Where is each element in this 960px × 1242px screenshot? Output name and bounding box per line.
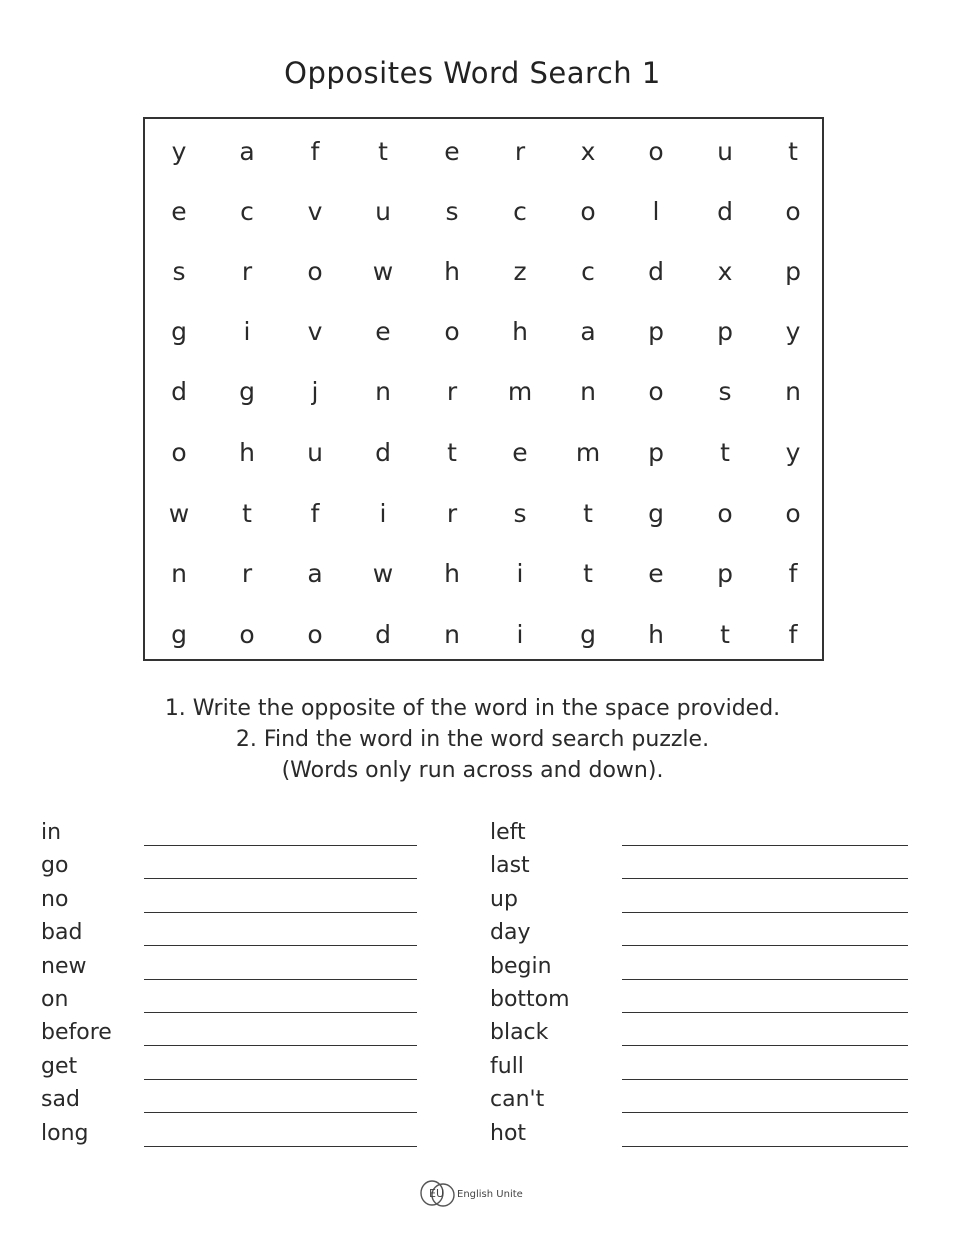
grid-letter: u — [307, 438, 323, 467]
grid-letter: a — [580, 317, 596, 346]
grid-letter: o — [580, 197, 596, 226]
grid-letter: i — [243, 317, 251, 346]
grid-letter: p — [648, 438, 664, 467]
answer-line[interactable] — [622, 1079, 908, 1080]
answer-line[interactable] — [144, 912, 417, 913]
answer-line[interactable] — [144, 979, 417, 980]
word-search-grid — [143, 117, 824, 661]
grid-letter: n — [171, 559, 187, 588]
clue-word: black — [490, 1020, 549, 1046]
grid-letter: i — [379, 499, 387, 528]
grid-letter: x — [580, 137, 596, 166]
clue-word: before — [41, 1020, 112, 1046]
clue-word: get — [41, 1053, 78, 1079]
clue-word: hot — [490, 1120, 527, 1146]
grid-row — [145, 192, 822, 232]
clue-word: in — [41, 820, 62, 845]
grid-letter: c — [513, 197, 527, 226]
grid-letter: e — [512, 438, 528, 467]
grid-letter: o — [307, 620, 323, 649]
grid-letter: n — [785, 377, 801, 406]
grid-row — [145, 433, 822, 473]
grid-letter: h — [239, 438, 255, 467]
clue-word: long — [41, 1120, 89, 1146]
grid-letter: c — [240, 197, 254, 226]
grid-letter: d — [648, 257, 664, 286]
grid-row — [145, 312, 822, 352]
grid-letter: t — [583, 559, 593, 588]
grid-letter: d — [717, 197, 733, 226]
grid-letter: e — [375, 317, 391, 346]
grid-letter: y — [171, 137, 187, 166]
clue-word: last — [490, 853, 530, 879]
grid-letter: g — [648, 499, 664, 528]
grid-letter: r — [241, 559, 253, 588]
grid-letter: i — [516, 620, 524, 649]
grid-letter: g — [239, 377, 255, 406]
grid-letter: a — [239, 137, 255, 166]
grid-letter: u — [375, 197, 391, 226]
grid-letter: o — [307, 257, 323, 286]
grid-letter: e — [648, 559, 664, 588]
clue-word: can't — [490, 1087, 545, 1113]
instruction-2: 2. Find the word in the word search puzzle. — [235, 727, 710, 752]
grid-letter: s — [513, 499, 527, 528]
grid-letter: s — [172, 257, 186, 286]
grid-letter: t — [242, 499, 252, 528]
grid-letter: y — [785, 317, 801, 346]
grid-letter: t — [378, 137, 388, 166]
worksheet-title: Opposites Word Search 1 — [284, 56, 661, 90]
grid-letter: y — [785, 438, 801, 467]
grid-letter: g — [171, 620, 187, 649]
grid-letter: o — [717, 499, 733, 528]
instruction-3: (Words only run across and down). — [281, 758, 664, 783]
grid-letter: t — [720, 620, 730, 649]
grid-letter: w — [168, 499, 190, 528]
grid-row — [145, 615, 822, 655]
grid-letter: c — [581, 257, 595, 286]
grid-letter: i — [516, 559, 524, 588]
grid-letter: r — [514, 137, 526, 166]
grid-letter: f — [788, 559, 798, 588]
grid-letter: n — [444, 620, 460, 649]
answer-line[interactable] — [622, 912, 908, 913]
answer-line[interactable] — [622, 1045, 908, 1046]
grid-letter: z — [513, 257, 527, 286]
grid-letter: t — [720, 438, 730, 467]
grid-letter: n — [375, 377, 391, 406]
answer-line[interactable] — [622, 945, 908, 946]
answer-line[interactable] — [144, 1146, 417, 1147]
answer-line[interactable] — [144, 945, 417, 946]
grid-letter: o — [171, 438, 187, 467]
grid-letter: r — [446, 499, 458, 528]
answer-line[interactable] — [622, 1146, 908, 1147]
grid-letter: x — [717, 257, 733, 286]
grid-letter: g — [171, 317, 187, 346]
grid-letter: h — [444, 559, 460, 588]
logo-icon — [419, 1178, 459, 1208]
clue-word: left — [490, 820, 526, 845]
grid-row — [145, 132, 822, 172]
grid-letter: o — [785, 197, 801, 226]
answer-line[interactable] — [622, 845, 908, 846]
grid-letter: o — [648, 377, 664, 406]
grid-letter: g — [580, 620, 596, 649]
grid-letter: v — [307, 317, 323, 346]
grid-letter: p — [717, 317, 733, 346]
grid-letter: o — [785, 499, 801, 528]
clue-word: on — [41, 986, 69, 1012]
grid-letter: r — [241, 257, 253, 286]
grid-letter: t — [583, 499, 593, 528]
clue-word: up — [490, 886, 518, 912]
grid-letter: o — [444, 317, 460, 346]
answer-line[interactable] — [144, 878, 417, 879]
grid-letter: o — [648, 137, 664, 166]
clue-word: no — [41, 886, 69, 912]
clue-word: begin — [490, 953, 552, 979]
answer-line[interactable] — [144, 845, 417, 846]
grid-letter: a — [307, 559, 323, 588]
grid-letter: e — [444, 137, 460, 166]
grid-letter: w — [372, 257, 394, 286]
grid-letter: e — [171, 197, 187, 226]
grid-letter: p — [717, 559, 733, 588]
grid-letter: d — [171, 377, 187, 406]
logo-text: English Unite — [457, 1189, 523, 1200]
clue-word: day — [490, 920, 531, 946]
grid-letter: p — [785, 257, 801, 286]
answer-line[interactable] — [622, 1112, 908, 1113]
grid-letter: v — [307, 197, 323, 226]
grid-letter: p — [648, 317, 664, 346]
grid-letter: m — [507, 377, 533, 406]
grid-letter: d — [375, 438, 391, 467]
grid-letter: j — [311, 377, 319, 406]
clue-word: new — [41, 953, 87, 979]
clue-word: go — [41, 853, 69, 879]
clue-word: full — [490, 1053, 524, 1079]
clue-word: bad — [41, 920, 83, 946]
grid-letter: m — [575, 438, 601, 467]
grid-letter: h — [648, 620, 664, 649]
grid-row — [145, 252, 822, 292]
grid-letter: t — [788, 137, 798, 166]
grid-letter: f — [310, 499, 320, 528]
grid-letter: o — [239, 620, 255, 649]
grid-letter: h — [512, 317, 528, 346]
grid-letter: l — [652, 197, 660, 226]
answer-line[interactable] — [622, 1012, 908, 1013]
grid-row — [145, 554, 822, 594]
instruction-1: 1. Write the opposite of the word in the space provided. — [164, 696, 781, 721]
english-unite-logo — [419, 1178, 539, 1208]
grid-letter: u — [717, 137, 733, 166]
grid-letter: n — [580, 377, 596, 406]
answer-line[interactable] — [144, 1079, 417, 1080]
clue-word: bottom — [490, 986, 570, 1012]
grid-row — [145, 494, 822, 534]
logo-mark: EU — [429, 1187, 445, 1200]
grid-letter: t — [447, 438, 457, 467]
grid-letter: f — [788, 620, 798, 649]
grid-letter: w — [372, 559, 394, 588]
answer-line[interactable] — [144, 1012, 417, 1013]
answer-line[interactable] — [622, 979, 908, 980]
letter-grid — [145, 119, 822, 659]
answer-line[interactable] — [144, 1045, 417, 1046]
grid-letter: h — [444, 257, 460, 286]
answer-line[interactable] — [622, 878, 908, 879]
grid-letter: s — [718, 377, 732, 406]
answer-line[interactable] — [144, 1112, 417, 1113]
grid-row — [145, 372, 822, 412]
grid-letter: f — [310, 137, 320, 166]
grid-letter: r — [446, 377, 458, 406]
grid-letter: s — [445, 197, 459, 226]
instructions — [0, 693, 945, 786]
clue-word: sad — [41, 1087, 80, 1113]
grid-letter: d — [375, 620, 391, 649]
